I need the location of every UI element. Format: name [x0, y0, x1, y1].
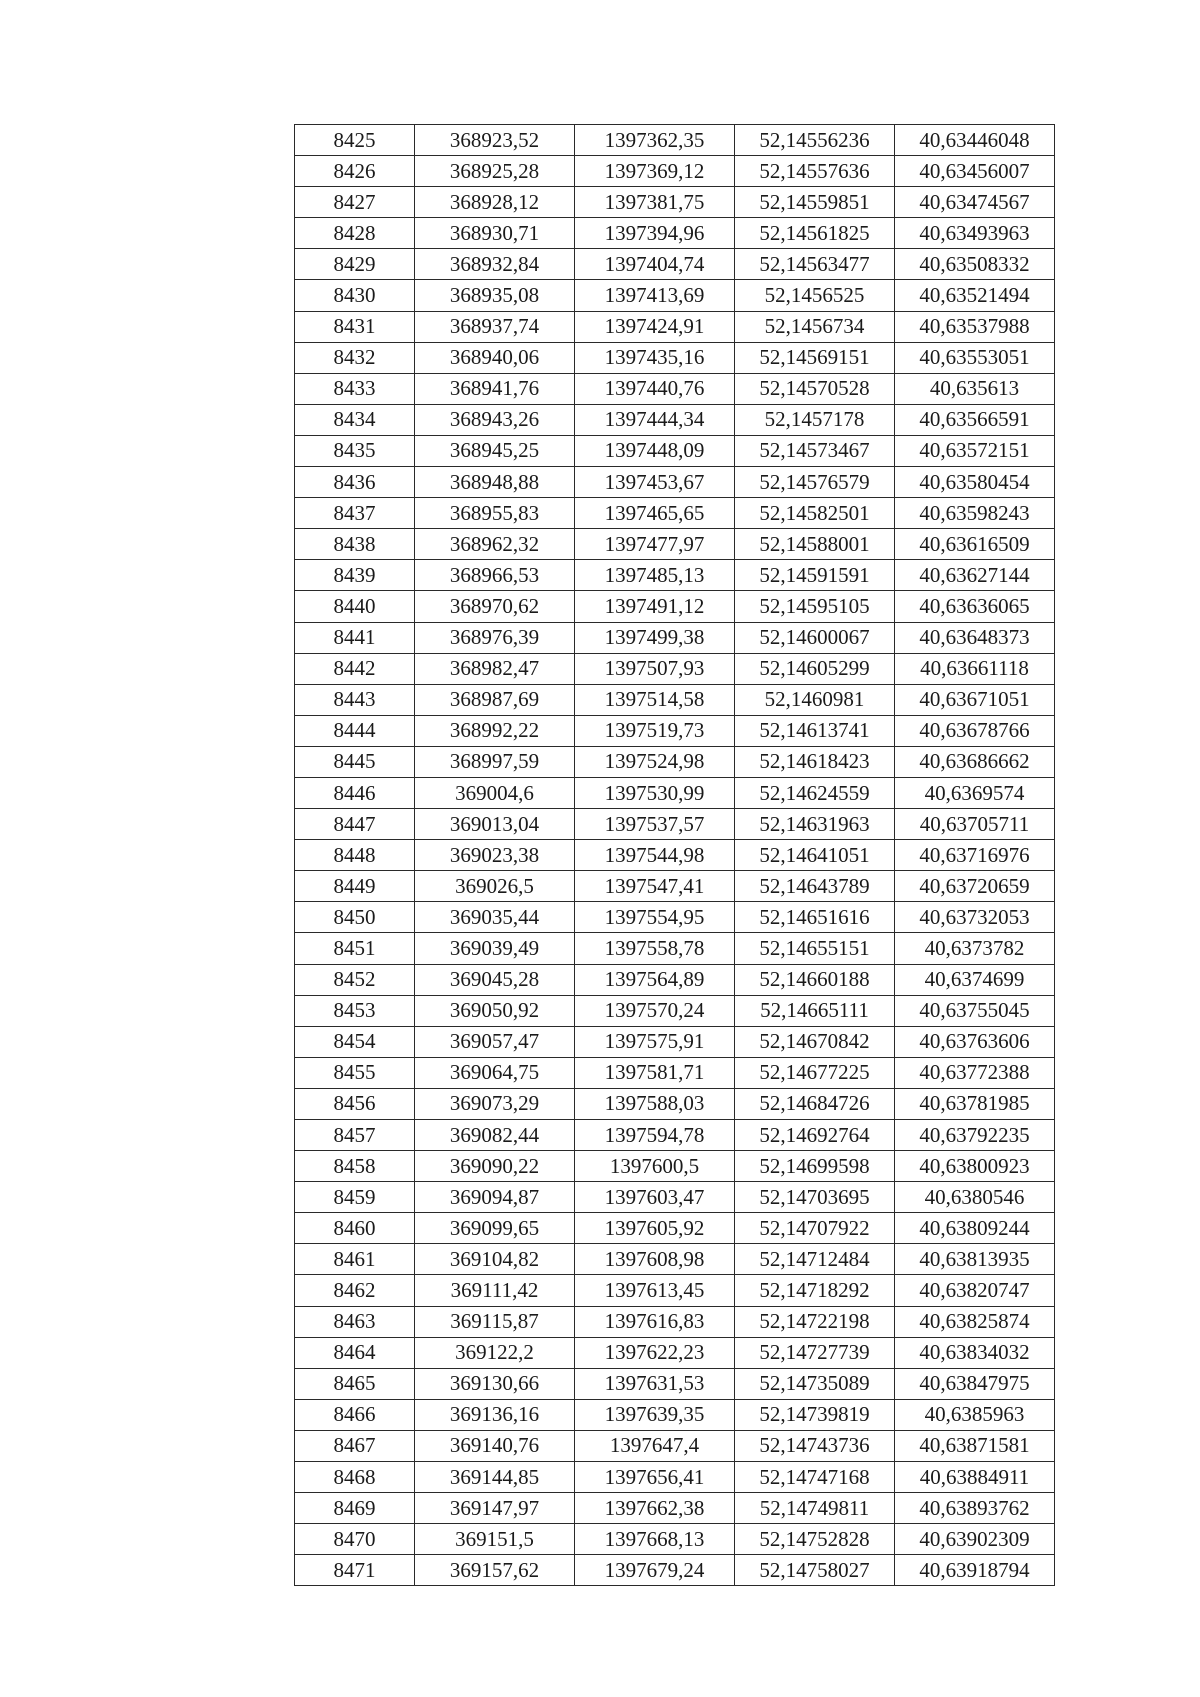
- point-number-cell: 8450: [295, 902, 415, 933]
- y-coordinate-cell: 1397530,99: [575, 777, 735, 808]
- longitude-cell: 40,63521494: [895, 280, 1055, 311]
- longitude-cell: 40,635613: [895, 373, 1055, 404]
- table-row: [295, 1524, 1055, 1555]
- x-coordinate-cell: 369057,47: [415, 1026, 575, 1057]
- y-coordinate-cell: 1397631,53: [575, 1368, 735, 1399]
- latitude-cell: 52,14613741: [735, 715, 895, 746]
- y-coordinate-cell: 1397588,03: [575, 1088, 735, 1119]
- point-number-cell: 8471: [295, 1555, 415, 1586]
- table-row: [295, 529, 1055, 560]
- x-coordinate-cell: 369099,65: [415, 1213, 575, 1244]
- table-row: [295, 1120, 1055, 1151]
- x-coordinate-cell: 368930,71: [415, 218, 575, 249]
- y-coordinate-cell: 1397679,24: [575, 1555, 735, 1586]
- point-number-cell: 8432: [295, 342, 415, 373]
- longitude-cell: 40,63537988: [895, 311, 1055, 342]
- point-number-cell: 8462: [295, 1275, 415, 1306]
- x-coordinate-cell: 368932,84: [415, 249, 575, 280]
- latitude-cell: 52,1460981: [735, 684, 895, 715]
- x-coordinate-cell: 369023,38: [415, 840, 575, 871]
- latitude-cell: 52,14747168: [735, 1462, 895, 1493]
- point-number-cell: 8461: [295, 1244, 415, 1275]
- longitude-cell: 40,63813935: [895, 1244, 1055, 1275]
- y-coordinate-cell: 1397554,95: [575, 902, 735, 933]
- table-row: [295, 1151, 1055, 1182]
- y-coordinate-cell: 1397537,57: [575, 809, 735, 840]
- point-number-cell: 8444: [295, 715, 415, 746]
- x-coordinate-cell: 369026,5: [415, 871, 575, 902]
- latitude-cell: 52,1456525: [735, 280, 895, 311]
- longitude-cell: 40,63572151: [895, 435, 1055, 466]
- x-coordinate-cell: 369039,49: [415, 933, 575, 964]
- y-coordinate-cell: 1397608,98: [575, 1244, 735, 1275]
- y-coordinate-cell: 1397647,4: [575, 1430, 735, 1461]
- latitude-cell: 52,14561825: [735, 218, 895, 249]
- coordinates-table: [294, 124, 1055, 1586]
- table-row: [295, 311, 1055, 342]
- x-coordinate-cell: 369111,42: [415, 1275, 575, 1306]
- x-coordinate-cell: 369157,62: [415, 1555, 575, 1586]
- x-coordinate-cell: 369140,76: [415, 1430, 575, 1461]
- table-row: [295, 373, 1055, 404]
- latitude-cell: 52,14570528: [735, 373, 895, 404]
- longitude-cell: 40,63902309: [895, 1524, 1055, 1555]
- point-number-cell: 8451: [295, 933, 415, 964]
- latitude-cell: 52,14605299: [735, 653, 895, 684]
- x-coordinate-cell: 369144,85: [415, 1462, 575, 1493]
- longitude-cell: 40,63671051: [895, 684, 1055, 715]
- longitude-cell: 40,63825874: [895, 1306, 1055, 1337]
- x-coordinate-cell: 368992,22: [415, 715, 575, 746]
- table-row: [295, 1493, 1055, 1524]
- longitude-cell: 40,63763606: [895, 1026, 1055, 1057]
- latitude-cell: 52,14758027: [735, 1555, 895, 1586]
- longitude-cell: 40,63705711: [895, 809, 1055, 840]
- x-coordinate-cell: 369136,16: [415, 1399, 575, 1430]
- point-number-cell: 8452: [295, 964, 415, 995]
- point-number-cell: 8468: [295, 1462, 415, 1493]
- x-coordinate-cell: 369094,87: [415, 1182, 575, 1213]
- table-row: [295, 715, 1055, 746]
- x-coordinate-cell: 368928,12: [415, 187, 575, 218]
- table-row: [295, 1057, 1055, 1088]
- longitude-cell: 40,63720659: [895, 871, 1055, 902]
- longitude-cell: 40,63678766: [895, 715, 1055, 746]
- latitude-cell: 52,14557636: [735, 156, 895, 187]
- x-coordinate-cell: 368987,69: [415, 684, 575, 715]
- longitude-cell: 40,63686662: [895, 746, 1055, 777]
- y-coordinate-cell: 1397381,75: [575, 187, 735, 218]
- longitude-cell: 40,63772388: [895, 1057, 1055, 1088]
- latitude-cell: 52,14660188: [735, 964, 895, 995]
- longitude-cell: 40,63456007: [895, 156, 1055, 187]
- y-coordinate-cell: 1397404,74: [575, 249, 735, 280]
- latitude-cell: 52,14618423: [735, 746, 895, 777]
- table-row: [295, 1337, 1055, 1368]
- table-row: [295, 125, 1055, 156]
- longitude-cell: 40,63598243: [895, 498, 1055, 529]
- latitude-cell: 52,14576579: [735, 467, 895, 498]
- y-coordinate-cell: 1397369,12: [575, 156, 735, 187]
- point-number-cell: 8454: [295, 1026, 415, 1057]
- point-number-cell: 8458: [295, 1151, 415, 1182]
- latitude-cell: 52,14722198: [735, 1306, 895, 1337]
- table-row: [295, 1026, 1055, 1057]
- latitude-cell: 52,14591591: [735, 560, 895, 591]
- x-coordinate-cell: 368943,26: [415, 404, 575, 435]
- y-coordinate-cell: 1397600,5: [575, 1151, 735, 1182]
- latitude-cell: 52,14559851: [735, 187, 895, 218]
- y-coordinate-cell: 1397662,38: [575, 1493, 735, 1524]
- point-number-cell: 8442: [295, 653, 415, 684]
- longitude-cell: 40,63800923: [895, 1151, 1055, 1182]
- table-row: [295, 404, 1055, 435]
- x-coordinate-cell: 369122,2: [415, 1337, 575, 1368]
- x-coordinate-cell: 368935,08: [415, 280, 575, 311]
- table-row: [295, 342, 1055, 373]
- latitude-cell: 52,14692764: [735, 1120, 895, 1151]
- longitude-cell: 40,6385963: [895, 1399, 1055, 1430]
- y-coordinate-cell: 1397413,69: [575, 280, 735, 311]
- point-number-cell: 8426: [295, 156, 415, 187]
- y-coordinate-cell: 1397558,78: [575, 933, 735, 964]
- x-coordinate-cell: 368982,47: [415, 653, 575, 684]
- longitude-cell: 40,63474567: [895, 187, 1055, 218]
- y-coordinate-cell: 1397362,35: [575, 125, 735, 156]
- point-number-cell: 8460: [295, 1213, 415, 1244]
- point-number-cell: 8440: [295, 591, 415, 622]
- point-number-cell: 8434: [295, 404, 415, 435]
- latitude-cell: 52,14563477: [735, 249, 895, 280]
- point-number-cell: 8435: [295, 435, 415, 466]
- point-number-cell: 8443: [295, 684, 415, 715]
- point-number-cell: 8470: [295, 1524, 415, 1555]
- latitude-cell: 52,14752828: [735, 1524, 895, 1555]
- y-coordinate-cell: 1397444,34: [575, 404, 735, 435]
- table-row: [295, 591, 1055, 622]
- point-number-cell: 8441: [295, 622, 415, 653]
- table-row: [295, 933, 1055, 964]
- point-number-cell: 8427: [295, 187, 415, 218]
- latitude-cell: 52,14643789: [735, 871, 895, 902]
- point-number-cell: 8466: [295, 1399, 415, 1430]
- point-number-cell: 8456: [295, 1088, 415, 1119]
- y-coordinate-cell: 1397394,96: [575, 218, 735, 249]
- table-row: [295, 777, 1055, 808]
- table-row: [295, 902, 1055, 933]
- longitude-cell: 40,63566591: [895, 404, 1055, 435]
- y-coordinate-cell: 1397477,97: [575, 529, 735, 560]
- latitude-cell: 52,14588001: [735, 529, 895, 560]
- table-row: [295, 1368, 1055, 1399]
- x-coordinate-cell: 369004,6: [415, 777, 575, 808]
- table-row: [295, 1213, 1055, 1244]
- x-coordinate-cell: 369013,04: [415, 809, 575, 840]
- point-number-cell: 8463: [295, 1306, 415, 1337]
- longitude-cell: 40,63648373: [895, 622, 1055, 653]
- table-row: [295, 560, 1055, 591]
- y-coordinate-cell: 1397547,41: [575, 871, 735, 902]
- longitude-cell: 40,63820747: [895, 1275, 1055, 1306]
- longitude-cell: 40,6369574: [895, 777, 1055, 808]
- y-coordinate-cell: 1397453,67: [575, 467, 735, 498]
- point-number-cell: 8439: [295, 560, 415, 591]
- x-coordinate-cell: 369045,28: [415, 964, 575, 995]
- longitude-cell: 40,63580454: [895, 467, 1055, 498]
- y-coordinate-cell: 1397519,73: [575, 715, 735, 746]
- longitude-cell: 40,63755045: [895, 995, 1055, 1026]
- longitude-cell: 40,6374699: [895, 964, 1055, 995]
- point-number-cell: 8449: [295, 871, 415, 902]
- x-coordinate-cell: 369050,92: [415, 995, 575, 1026]
- table-row: [295, 995, 1055, 1026]
- y-coordinate-cell: 1397605,92: [575, 1213, 735, 1244]
- table-row: [295, 1430, 1055, 1461]
- point-number-cell: 8430: [295, 280, 415, 311]
- x-coordinate-cell: 368962,32: [415, 529, 575, 560]
- x-coordinate-cell: 369064,75: [415, 1057, 575, 1088]
- y-coordinate-cell: 1397491,12: [575, 591, 735, 622]
- table-row: [295, 218, 1055, 249]
- y-coordinate-cell: 1397616,83: [575, 1306, 735, 1337]
- y-coordinate-cell: 1397440,76: [575, 373, 735, 404]
- table-row: [295, 653, 1055, 684]
- point-number-cell: 8459: [295, 1182, 415, 1213]
- latitude-cell: 52,14582501: [735, 498, 895, 529]
- longitude-cell: 40,63716976: [895, 840, 1055, 871]
- point-number-cell: 8437: [295, 498, 415, 529]
- longitude-cell: 40,63553051: [895, 342, 1055, 373]
- x-coordinate-cell: 369104,82: [415, 1244, 575, 1275]
- table-row: [295, 498, 1055, 529]
- coordinates-table-body: [295, 125, 1055, 1586]
- table-row: [295, 622, 1055, 653]
- table-row: [295, 840, 1055, 871]
- y-coordinate-cell: 1397424,91: [575, 311, 735, 342]
- latitude-cell: 52,14600067: [735, 622, 895, 653]
- x-coordinate-cell: 368937,74: [415, 311, 575, 342]
- table-row: [295, 684, 1055, 715]
- y-coordinate-cell: 1397581,71: [575, 1057, 735, 1088]
- latitude-cell: 52,14718292: [735, 1275, 895, 1306]
- table-row: [295, 1275, 1055, 1306]
- point-number-cell: 8453: [295, 995, 415, 1026]
- point-number-cell: 8465: [295, 1368, 415, 1399]
- x-coordinate-cell: 369130,66: [415, 1368, 575, 1399]
- table-row: [295, 746, 1055, 777]
- y-coordinate-cell: 1397668,13: [575, 1524, 735, 1555]
- y-coordinate-cell: 1397594,78: [575, 1120, 735, 1151]
- x-coordinate-cell: 369115,87: [415, 1306, 575, 1337]
- point-number-cell: 8433: [295, 373, 415, 404]
- latitude-cell: 52,1456734: [735, 311, 895, 342]
- latitude-cell: 52,14739819: [735, 1399, 895, 1430]
- y-coordinate-cell: 1397622,23: [575, 1337, 735, 1368]
- longitude-cell: 40,63508332: [895, 249, 1055, 280]
- latitude-cell: 52,14712484: [735, 1244, 895, 1275]
- table-row: [295, 249, 1055, 280]
- y-coordinate-cell: 1397448,09: [575, 435, 735, 466]
- y-coordinate-cell: 1397499,38: [575, 622, 735, 653]
- table-row: [295, 156, 1055, 187]
- x-coordinate-cell: 368925,28: [415, 156, 575, 187]
- point-number-cell: 8455: [295, 1057, 415, 1088]
- latitude-cell: 52,14735089: [735, 1368, 895, 1399]
- x-coordinate-cell: 369035,44: [415, 902, 575, 933]
- longitude-cell: 40,63893762: [895, 1493, 1055, 1524]
- point-number-cell: 8429: [295, 249, 415, 280]
- point-number-cell: 8445: [295, 746, 415, 777]
- y-coordinate-cell: 1397524,98: [575, 746, 735, 777]
- longitude-cell: 40,63871581: [895, 1430, 1055, 1461]
- latitude-cell: 52,14556236: [735, 125, 895, 156]
- y-coordinate-cell: 1397564,89: [575, 964, 735, 995]
- y-coordinate-cell: 1397575,91: [575, 1026, 735, 1057]
- x-coordinate-cell: 368941,76: [415, 373, 575, 404]
- point-number-cell: 8464: [295, 1337, 415, 1368]
- latitude-cell: 52,14641051: [735, 840, 895, 871]
- x-coordinate-cell: 368997,59: [415, 746, 575, 777]
- latitude-cell: 52,14749811: [735, 1493, 895, 1524]
- latitude-cell: 52,14670842: [735, 1026, 895, 1057]
- latitude-cell: 52,14665111: [735, 995, 895, 1026]
- table-row: [295, 1555, 1055, 1586]
- latitude-cell: 52,14624559: [735, 777, 895, 808]
- latitude-cell: 52,14703695: [735, 1182, 895, 1213]
- y-coordinate-cell: 1397485,13: [575, 560, 735, 591]
- longitude-cell: 40,63884911: [895, 1462, 1055, 1493]
- longitude-cell: 40,63661118: [895, 653, 1055, 684]
- longitude-cell: 40,63446048: [895, 125, 1055, 156]
- y-coordinate-cell: 1397465,65: [575, 498, 735, 529]
- point-number-cell: 8469: [295, 1493, 415, 1524]
- x-coordinate-cell: 368923,52: [415, 125, 575, 156]
- table-row: [295, 1306, 1055, 1337]
- table-row: [295, 280, 1055, 311]
- latitude-cell: 52,14707922: [735, 1213, 895, 1244]
- y-coordinate-cell: 1397570,24: [575, 995, 735, 1026]
- x-coordinate-cell: 368966,53: [415, 560, 575, 591]
- longitude-cell: 40,63627144: [895, 560, 1055, 591]
- point-number-cell: 8448: [295, 840, 415, 871]
- longitude-cell: 40,6380546: [895, 1182, 1055, 1213]
- longitude-cell: 40,63616509: [895, 529, 1055, 560]
- point-number-cell: 8457: [295, 1120, 415, 1151]
- table-row: [295, 1462, 1055, 1493]
- latitude-cell: 52,14677225: [735, 1057, 895, 1088]
- latitude-cell: 52,14727739: [735, 1337, 895, 1368]
- x-coordinate-cell: 368976,39: [415, 622, 575, 653]
- x-coordinate-cell: 369147,97: [415, 1493, 575, 1524]
- table-row: [295, 964, 1055, 995]
- longitude-cell: 40,63732053: [895, 902, 1055, 933]
- table-row: [295, 1182, 1055, 1213]
- latitude-cell: 52,1457178: [735, 404, 895, 435]
- x-coordinate-cell: 369073,29: [415, 1088, 575, 1119]
- table-row: [295, 1244, 1055, 1275]
- table-row: [295, 871, 1055, 902]
- point-number-cell: 8447: [295, 809, 415, 840]
- table-row: [295, 1399, 1055, 1430]
- longitude-cell: 40,63918794: [895, 1555, 1055, 1586]
- latitude-cell: 52,14631963: [735, 809, 895, 840]
- point-number-cell: 8446: [295, 777, 415, 808]
- table-row: [295, 1088, 1055, 1119]
- longitude-cell: 40,63834032: [895, 1337, 1055, 1368]
- x-coordinate-cell: 368945,25: [415, 435, 575, 466]
- y-coordinate-cell: 1397435,16: [575, 342, 735, 373]
- x-coordinate-cell: 369151,5: [415, 1524, 575, 1555]
- y-coordinate-cell: 1397514,58: [575, 684, 735, 715]
- x-coordinate-cell: 369082,44: [415, 1120, 575, 1151]
- y-coordinate-cell: 1397639,35: [575, 1399, 735, 1430]
- latitude-cell: 52,14743736: [735, 1430, 895, 1461]
- table-row: [295, 809, 1055, 840]
- longitude-cell: 40,63809244: [895, 1213, 1055, 1244]
- x-coordinate-cell: 369090,22: [415, 1151, 575, 1182]
- x-coordinate-cell: 368940,06: [415, 342, 575, 373]
- y-coordinate-cell: 1397603,47: [575, 1182, 735, 1213]
- x-coordinate-cell: 368970,62: [415, 591, 575, 622]
- point-number-cell: 8436: [295, 467, 415, 498]
- point-number-cell: 8438: [295, 529, 415, 560]
- longitude-cell: 40,63636065: [895, 591, 1055, 622]
- y-coordinate-cell: 1397507,93: [575, 653, 735, 684]
- y-coordinate-cell: 1397544,98: [575, 840, 735, 871]
- point-number-cell: 8428: [295, 218, 415, 249]
- point-number-cell: 8425: [295, 125, 415, 156]
- x-coordinate-cell: 368948,88: [415, 467, 575, 498]
- latitude-cell: 52,14651616: [735, 902, 895, 933]
- table-row: [295, 435, 1055, 466]
- y-coordinate-cell: 1397656,41: [575, 1462, 735, 1493]
- longitude-cell: 40,6373782: [895, 933, 1055, 964]
- latitude-cell: 52,14655151: [735, 933, 895, 964]
- longitude-cell: 40,63493963: [895, 218, 1055, 249]
- latitude-cell: 52,14595105: [735, 591, 895, 622]
- latitude-cell: 52,14573467: [735, 435, 895, 466]
- point-number-cell: 8431: [295, 311, 415, 342]
- x-coordinate-cell: 368955,83: [415, 498, 575, 529]
- latitude-cell: 52,14569151: [735, 342, 895, 373]
- longitude-cell: 40,63781985: [895, 1088, 1055, 1119]
- longitude-cell: 40,63847975: [895, 1368, 1055, 1399]
- table-row: [295, 467, 1055, 498]
- y-coordinate-cell: 1397613,45: [575, 1275, 735, 1306]
- table-row: [295, 187, 1055, 218]
- latitude-cell: 52,14684726: [735, 1088, 895, 1119]
- longitude-cell: 40,63792235: [895, 1120, 1055, 1151]
- point-number-cell: 8467: [295, 1430, 415, 1461]
- latitude-cell: 52,14699598: [735, 1151, 895, 1182]
